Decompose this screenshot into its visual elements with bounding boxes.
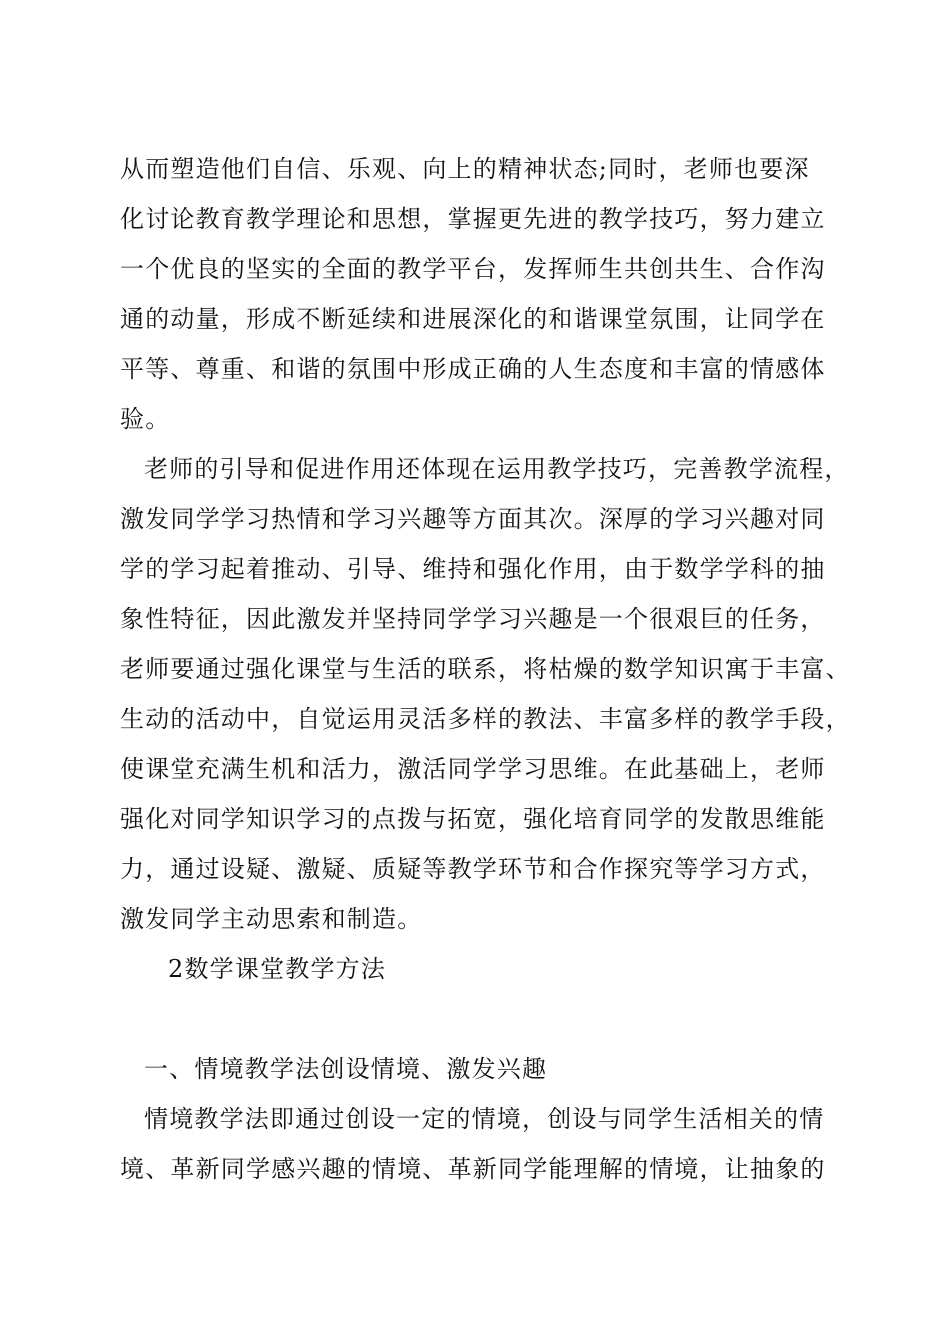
paragraph-line: 使课堂充满生机和活力，激活同学学习思维。在此基础上，老师 bbox=[120, 755, 826, 783]
paragraph-line: 境、革新同学感兴趣的情境、革新同学能理解的情境，让抽象的 bbox=[120, 1155, 826, 1183]
paragraph-line: 生动的活动中，自觉运用灵活多样的教法、丰富多样的教学手段， bbox=[120, 705, 851, 733]
paragraph-line: 学的学习起着推动、引导、维持和强化作用，由于数学学科的抽 bbox=[120, 555, 826, 583]
paragraph-line: 老师要通过强化课堂与生活的联系，将枯燥的数学知识寓于丰富、 bbox=[120, 655, 851, 683]
section-heading: 2数学课堂教学方法 bbox=[168, 955, 387, 983]
paragraph-line: 象性特征，因此激发并坚持同学学习兴趣是一个很艰巨的任务， bbox=[120, 605, 826, 633]
paragraph-line: 力，通过设疑、激疑、质疑等教学环节和合作探究等学习方式， bbox=[120, 855, 826, 883]
paragraph-line: 平等、尊重、和谐的氛围中形成正确的人生态度和丰富的情感体 bbox=[120, 355, 826, 383]
subheading: 一、情境教学法创设情境、激发兴趣 bbox=[144, 1055, 548, 1083]
paragraph-line: 验。 bbox=[120, 405, 171, 433]
paragraph-line: 一个优良的坚实的全面的教学平台，发挥师生共创共生、合作沟 bbox=[120, 255, 826, 283]
paragraph-line: 从而塑造他们自信、乐观、向上的精神状态;同时，老师也要深 bbox=[120, 155, 810, 183]
paragraph-line: 情境教学法即通过创设一定的情境，创设与同学生活相关的情 bbox=[144, 1105, 825, 1133]
paragraph-line: 通的动量，形成不断延续和进展深化的和谐课堂氛围，让同学在 bbox=[120, 305, 826, 333]
paragraph-line: 强化对同学知识学习的点拨与拓宽，强化培育同学的发散思维能 bbox=[120, 805, 826, 833]
paragraph-line: 老师的引导和促进作用还体现在运用教学技巧，完善教学流程， bbox=[144, 455, 850, 483]
paragraph-line: 激发同学主动思索和制造。 bbox=[120, 905, 423, 933]
paragraph-line: 激发同学学习热情和学习兴趣等方面其次。深厚的学习兴趣对同 bbox=[120, 505, 826, 533]
paragraph-line: 化讨论教育教学理论和思想，掌握更先进的教学技巧，努力建立 bbox=[120, 205, 826, 233]
